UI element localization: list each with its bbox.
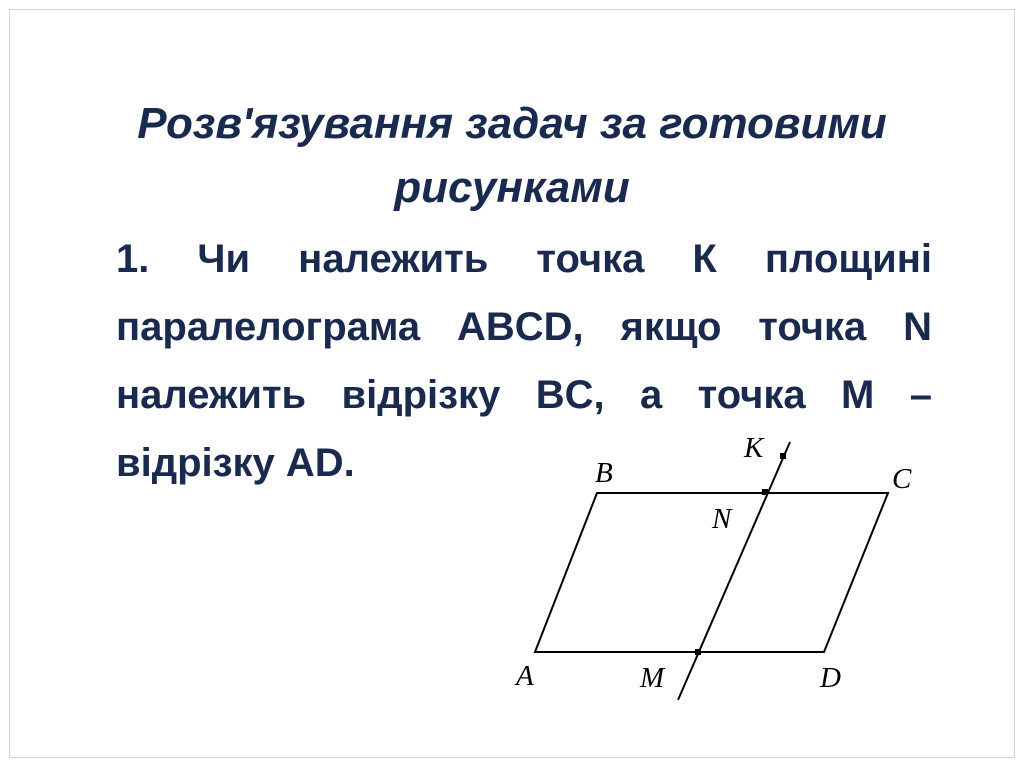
problem-text: 1. Чи належить точка К площині паралелограма ABCD, якщо точка N належить відрізку BC, а точка M – відрізку AD.	[116, 237, 932, 485]
line-mnk	[678, 442, 790, 700]
label-n: N	[712, 503, 732, 535]
parallelogram-diagram	[500, 430, 940, 720]
label-c: C	[892, 463, 912, 495]
label-d: D	[820, 662, 841, 694]
label-a: A	[516, 660, 534, 692]
slide-title	[40, 92, 984, 220]
point-k-marker	[780, 453, 786, 459]
slide-title-line-1: Розв'язування задач за готовими	[137, 99, 887, 148]
parallelogram-figure	[500, 430, 940, 720]
point-m-marker	[695, 649, 701, 655]
label-k: K	[744, 432, 764, 464]
label-b: B	[595, 457, 613, 489]
slide-title-line-2: рисунками	[394, 163, 630, 212]
point-n-marker	[762, 489, 768, 495]
label-m: M	[640, 662, 665, 694]
